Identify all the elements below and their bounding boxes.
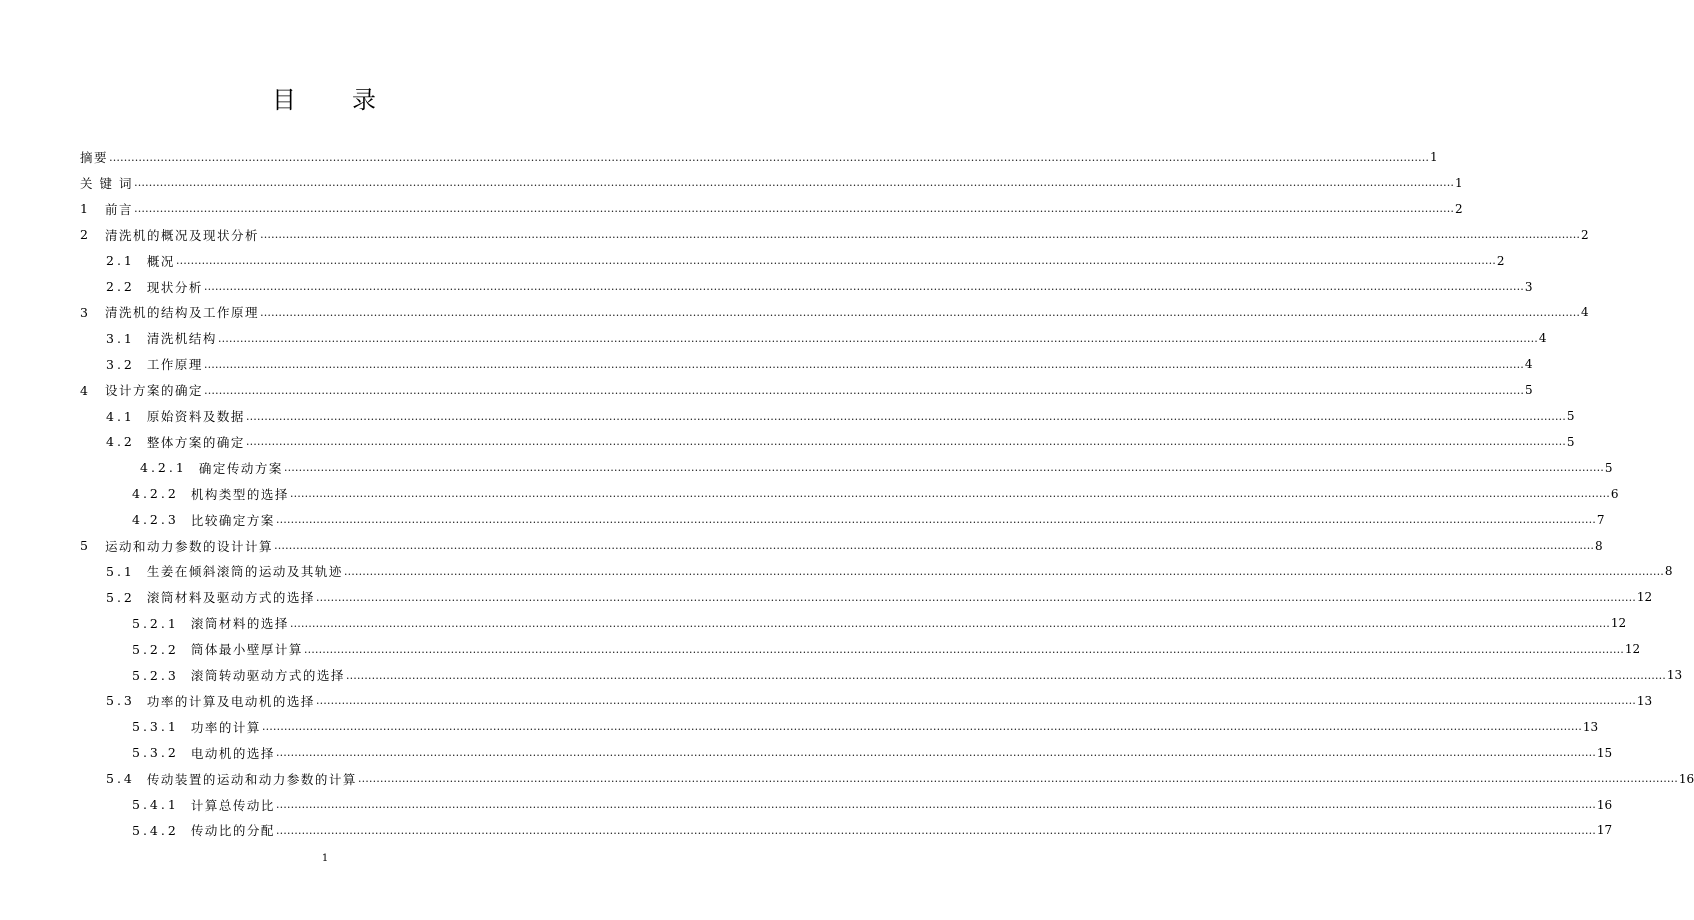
toc-entry-number: 3.1 — [106, 330, 135, 346]
toc-leader-dots: ……………………………………………………………………………………………………………………………………………………………………………………………………………………………………………………………………………………………………………………………… — [275, 798, 1596, 811]
toc-entry-number: 4.2.1 — [140, 460, 187, 476]
toc-entry-page: 13 — [1582, 719, 1599, 734]
toc-leader-dots: ……………………………………………………………………………………………………………………………………………………………………………………………………………………………………………………………………………………………………………………………… — [245, 409, 1566, 423]
toc-entry-page: 2 — [1580, 227, 1589, 242]
toc-entry-number: 2 — [80, 227, 91, 243]
toc-entry-page: 16 — [1596, 797, 1613, 812]
toc-entry-label: 清洗机的结构及工作原理 — [104, 305, 259, 321]
toc-entry-page: 5 — [1566, 409, 1575, 423]
toc-entry-page: 5 — [1524, 383, 1533, 398]
toc-entry-number: 5.4.1 — [132, 797, 179, 812]
toc-entry[interactable] — [106, 327, 1547, 349]
toc-entry-page: 3 — [1524, 279, 1533, 294]
page-number: 1 — [321, 853, 329, 864]
toc-entry[interactable] — [132, 612, 1627, 634]
toc-entry-number: 5.2 — [106, 589, 135, 605]
toc-entry[interactable] — [80, 535, 1603, 557]
toc-entry-label: 筒体最小壁厚计算 — [190, 642, 303, 658]
toc-entry[interactable] — [106, 690, 1653, 712]
toc-entry-number: 5.2.2 — [132, 641, 179, 657]
toc-entry[interactable] — [80, 224, 1589, 246]
toc-entry-page: 7 — [1596, 512, 1605, 527]
toc-entry-number: 5.3 — [106, 693, 135, 709]
toc-entry-page: 1 — [1454, 175, 1463, 190]
toc-entry-number: 4.2 — [106, 434, 135, 450]
toc-leader-dots: ……………………………………………………………………………………………………………………………………………………………………………………………………………………………………………………………………………………………………………………………… — [315, 694, 1636, 708]
toc-entry-label: 设计方案的确定 — [104, 383, 203, 399]
toc-leader-dots: ……………………………………………………………………………………………………………………………………………………………………………………………………………………………………………………………………………………………………………………………… — [259, 305, 1580, 319]
toc-entry-number: 5.2.3 — [132, 667, 179, 683]
toc-leader-dots: ……………………………………………………………………………………………………………………………………………………………………………………………………………………………………………………………………………………………………………………………… — [315, 590, 1636, 604]
toc-entry-label: 电动机的选择 — [190, 745, 275, 761]
toc-entry-label: 滚筒转动驱动方式的选择 — [190, 668, 345, 683]
toc-entry-page: 2 — [1496, 253, 1505, 268]
toc-leader-dots: ……………………………………………………………………………………………………………………………………………………………………………………………………………………………………………………………………………………………………………………………… — [203, 383, 1524, 397]
toc-entry[interactable] — [80, 379, 1533, 401]
toc-leader-dots: ……………………………………………………………………………………………………………………………………………………………………………………………………………………………………………………………………………………………………………………………… — [217, 331, 1538, 345]
toc-entry-page: 8 — [1594, 538, 1603, 553]
toc-entry-label: 比较确定方案 — [190, 512, 275, 528]
toc-entry-page: 5 — [1566, 434, 1575, 449]
toc-leader-dots: ……………………………………………………………………………………………………………………………………………………………………………………………………………………………………………………………………………………………………………………………… — [133, 176, 1454, 190]
title-char-1: 目 — [272, 86, 298, 114]
toc-entry-number: 5.4 — [106, 771, 135, 787]
toc-entry-number: 1 — [80, 201, 91, 217]
toc-entry-page: 12 — [1636, 590, 1653, 605]
toc-entry[interactable] — [106, 560, 1673, 582]
toc-entry[interactable] — [132, 742, 1613, 764]
toc-entry-number: 4.1 — [106, 408, 135, 424]
toc-leader-dots: ……………………………………………………………………………………………………………………………………………………………………………………………………………………………………………………………………………………………………………………………… — [261, 720, 1582, 734]
toc-entry-label: 工作原理 — [146, 357, 203, 373]
toc-leader-dots: ……………………………………………………………………………………………………………………………………………………………………………………………………………………………………………………………………………………………………………………………… — [283, 461, 1604, 475]
toc-leader-dots: ……………………………………………………………………………………………………………………………………………………………………………………………………………………………………………………………………………………………………………………………… — [133, 202, 1454, 216]
toc-leader-dots: ……………………………………………………………………………………………………………………………………………………………………………………………………………………………………………………………………………………………………………………………… — [203, 280, 1524, 293]
toc-entry[interactable] — [106, 353, 1533, 375]
toc-entry-page: 13 — [1636, 693, 1653, 708]
toc-entry-page: 6 — [1610, 486, 1619, 501]
toc-entry-label: 前言 — [104, 201, 133, 217]
toc-entry-number: 2.2 — [106, 279, 135, 294]
toc-entry-label: 关 键 词 — [80, 175, 133, 191]
toc-entry-page: 4 — [1538, 331, 1547, 346]
toc-entry[interactable] — [132, 638, 1641, 660]
toc-entry-page: 5 — [1604, 460, 1613, 475]
toc-entry-number: 5.3.2 — [132, 745, 179, 761]
toc-entry-label: 整体方案的确定 — [146, 434, 245, 450]
toc-entry[interactable] — [106, 768, 1694, 790]
toc-entry[interactable] — [132, 483, 1619, 505]
toc-leader-dots: ……………………………………………………………………………………………………………………………………………………………………………………………………………………………………………………………………………………………………………………………… — [275, 513, 1596, 527]
toc-entry[interactable] — [132, 794, 1613, 816]
toc-entry-page: 8 — [1664, 564, 1673, 579]
toc-entry[interactable] — [80, 301, 1589, 323]
toc-entry-page: 1 — [1430, 150, 1438, 164]
toc-entry-label: 清洗机的概况及现状分析 — [104, 227, 259, 243]
title-char-2: 录 — [352, 86, 378, 114]
toc-entry-number: 3 — [80, 304, 91, 320]
toc-entry[interactable] — [132, 819, 1613, 841]
toc-entry-label: 计算总传动比 — [190, 797, 275, 813]
toc-leader-dots: ……………………………………………………………………………………………………………………………………………………………………………………………………………………………………………………………………………………………………………………………… — [275, 823, 1596, 837]
toc-entry[interactable] — [132, 716, 1599, 738]
toc-entry-page: 12 — [1610, 616, 1627, 631]
toc-entry-label: 原始资料及数据 — [146, 409, 245, 424]
toc-entry[interactable] — [132, 509, 1605, 531]
toc-entry-label: 机构类型的选择 — [190, 486, 289, 502]
toc-entry-number: 5.3.1 — [132, 719, 179, 735]
toc-leader-dots: ……………………………………………………………………………………………………………………………………………………………………………………………………………………………………………………………………………………………………………………………… — [289, 487, 1610, 501]
toc-entry-number: 3.2 — [106, 356, 135, 372]
toc-entry[interactable] — [80, 172, 1463, 194]
toc-entry-label: 功率的计算 — [190, 719, 261, 735]
toc-leader-dots: ……………………………………………………………………………………………………………………………………………………………………………………………………………………………………………………………………………………………………………………………… — [357, 772, 1678, 786]
toc-entry-number: 2.1 — [106, 253, 135, 269]
toc-leader-dots: ……………………………………………………………………………………………………………………………………………………………………………………………………………………………………………………………………………………………………………………………… — [259, 228, 1580, 242]
page-title — [0, 80, 650, 115]
toc-entry-label: 功率的计算及电动机的选择 — [146, 693, 315, 709]
toc-entry-number: 4.2.3 — [132, 512, 179, 528]
toc-entry-label: 滚筒材料及驱动方式的选择 — [146, 590, 315, 606]
toc-entry-page: 12 — [1624, 642, 1641, 657]
toc-leader-dots: ……………………………………………………………………………………………………………………………………………………………………………………………………………………………………………………………………………………………………………………………… — [275, 746, 1596, 760]
toc-entry-number: 5.4.2 — [132, 822, 179, 838]
toc-entry-page: 4 — [1580, 305, 1589, 320]
toc-entry[interactable] — [80, 198, 1463, 220]
toc-entry-label: 确定传动方案 — [198, 460, 283, 476]
toc-entry-label: 概况 — [146, 253, 175, 269]
toc-entry[interactable] — [106, 586, 1653, 608]
toc-leader-dots: ……………………………………………………………………………………………………………………………………………………………………………………………………………………………………………………………………………………………………………………………… — [203, 357, 1524, 371]
toc-entry-label: 清洗机结构 — [146, 331, 217, 347]
toc-leader-dots: ……………………………………………………………………………………………………………………………………………………………………………………………………………………………………………………………………………………………………………………………… — [273, 539, 1594, 552]
toc-entry-page: 16 — [1678, 771, 1694, 786]
toc-entry[interactable] — [106, 250, 1505, 272]
toc-entry[interactable] — [106, 276, 1533, 298]
toc-entry-number: 4.2.2 — [132, 486, 179, 502]
toc-leader-dots: ……………………………………………………………………………………………………………………………………………………………………………………………………………………………………………………………………………………………………………………………… — [303, 642, 1624, 656]
toc-entry[interactable] — [80, 146, 1438, 168]
toc-entry-label: 传动比的分配 — [190, 823, 275, 839]
toc-entry[interactable] — [106, 431, 1575, 453]
toc-leader-dots: ……………………………………………………………………………………………………………………………………………………………………………………………………………………………………………………………………………………………………………………………… — [245, 435, 1566, 449]
toc-entry-number: 5.1 — [106, 563, 135, 579]
toc-leader-dots: ……………………………………………………………………………………………………………………………………………………………………………………………………………………………………………………………………………………………………………………………… — [175, 254, 1496, 268]
toc-entry-page: 2 — [1454, 201, 1463, 216]
toc-entry-page: 15 — [1596, 745, 1613, 760]
toc-entry-label: 运动和动力参数的设计计算 — [104, 538, 273, 554]
toc-entry-page: 17 — [1596, 823, 1613, 838]
toc-entry-page: 13 — [1666, 668, 1683, 682]
toc-leader-dots: ……………………………………………………………………………………………………………………………………………………………………………………………………………………………………………………………………………………………………………………………… — [343, 564, 1664, 578]
toc-entry[interactable] — [140, 457, 1613, 479]
toc-entry-label: 现状分析 — [146, 279, 203, 295]
toc-entry-number: 5.2.1 — [132, 615, 179, 631]
toc-entry-label: 传动装置的运动和动力参数的计算 — [146, 771, 357, 787]
toc-entry[interactable] — [132, 664, 1683, 686]
toc-entry-label: 摘要 — [80, 150, 109, 165]
toc-entry-number: 5 — [80, 538, 91, 553]
toc-leader-dots: ……………………………………………………………………………………………………………………………………………………………………………………………………………………………………………………………………………………………………………………………… — [109, 150, 1430, 164]
toc-entry-label: 滚筒材料的选择 — [190, 616, 289, 632]
toc-leader-dots: ……………………………………………………………………………………………………………………………………………………………………………………………………………………………………………………………………………………………………………………………… — [345, 668, 1666, 682]
toc-entry-label: 生姜在倾斜滚筒的运动及其轨迹 — [146, 564, 343, 580]
toc-leader-dots: ……………………………………………………………………………………………………………………………………………………………………………………………………………………………………………………………………………………………………………………………… — [289, 616, 1610, 630]
toc-entry-number: 4 — [80, 382, 91, 398]
toc-entry-page: 4 — [1524, 357, 1533, 372]
toc-entry[interactable] — [106, 405, 1575, 427]
